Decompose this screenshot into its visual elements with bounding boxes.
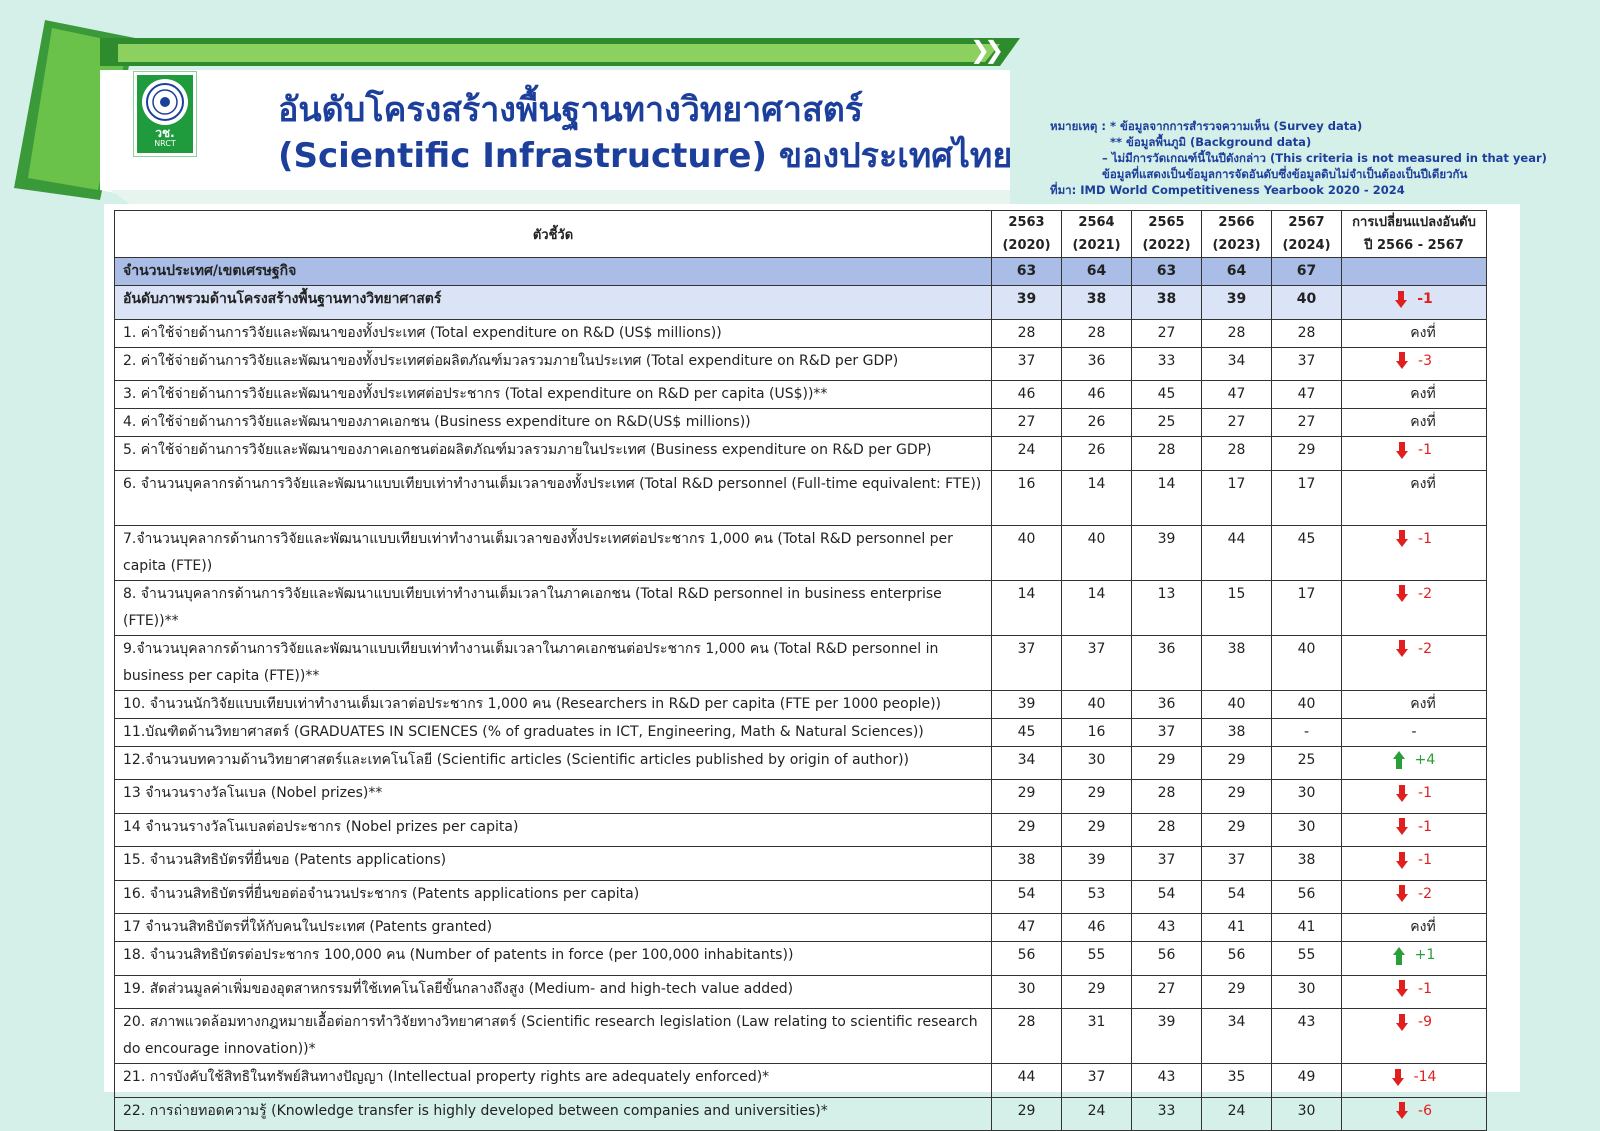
indicator-label: 20. สภาพแวดล้อมทางกฎหมายเอื้อต่อการทำวิจัยทางวิทยาศาสตร์ (Scientific research legislation (Law relating to scientific research do encourage innovation))* — [115, 1009, 992, 1064]
change-value: +1 — [1414, 947, 1436, 963]
indicator-label: 1. ค่าใช้จ่ายด้านการวิจัยและพัฒนาของทั้งประเทศ (Total expenditure on R&D (US$ millions)) — [115, 319, 992, 347]
rank-cell: 38 — [1202, 635, 1272, 690]
rank-cell: 30 — [992, 975, 1062, 1009]
rank-cell: 37 — [1132, 847, 1202, 881]
logo-subtext: NRCT — [154, 139, 176, 148]
table-row — [115, 1097, 1487, 1131]
indicator-label: จำนวนประเทศ/เขตเศรษฐกิจ — [115, 258, 992, 286]
arrow-down-icon — [1395, 291, 1407, 309]
note-line: หมายเหตุ : * ข้อมูลจากการสำรวจความเห็น (Survey data) — [1050, 119, 1363, 133]
change-value: คงที่ — [1410, 386, 1436, 402]
rank-cell: 27 — [1132, 319, 1202, 347]
rank-cell: 17 — [1272, 580, 1342, 635]
rank-cell: 67 — [1272, 258, 1342, 286]
rank-cell: 28 — [1132, 437, 1202, 471]
indicator-label: 11.บัณฑิตด้านวิทยาศาสตร์ (GRADUATES IN SCIENCES (% of graduates in ICT, Engineering, Math & Natural Sciences)) — [115, 718, 992, 746]
indicator-label: 15. จำนวนสิทธิบัตรที่ยื่นขอ (Patents applications) — [115, 847, 992, 881]
rank-cell: 29 — [1202, 780, 1272, 814]
rank-cell: 40 — [1202, 690, 1272, 718]
change-value: -1 — [1418, 852, 1432, 868]
table-row — [115, 286, 1487, 320]
change-cell — [1342, 319, 1487, 347]
change-cell — [1342, 780, 1487, 814]
table-row — [115, 718, 1487, 746]
rank-cell: 29 — [1202, 746, 1272, 780]
rank-cell: 54 — [1132, 880, 1202, 914]
rank-cell: 36 — [1132, 690, 1202, 718]
year-header: 2563 (2020) — [992, 211, 1062, 258]
rank-cell: 27 — [1272, 409, 1342, 437]
rank-cell: 38 — [992, 847, 1062, 881]
arrow-down-icon — [1396, 852, 1408, 870]
change-value: คงที่ — [1410, 919, 1436, 935]
rank-cell: 14 — [1062, 580, 1132, 635]
rank-cell: 38 — [1272, 847, 1342, 881]
rank-cell: 46 — [992, 381, 1062, 409]
table-panel — [104, 204, 1520, 1119]
change-value: -1 — [1418, 785, 1432, 801]
table-row — [115, 975, 1487, 1009]
rank-cell: 24 — [1062, 1097, 1132, 1131]
rank-cell: 36 — [1062, 347, 1132, 381]
table-row — [115, 319, 1487, 347]
rank-cell: 29 — [1062, 780, 1132, 814]
change-value: -9 — [1418, 1014, 1432, 1030]
rank-cell: 27 — [1132, 975, 1202, 1009]
indicator-label: 16. จำนวนสิทธิบัตรที่ยื่นขอต่อจำนวนประชากร (Patents applications per capita) — [115, 880, 992, 914]
rank-cell: 15 — [1202, 580, 1272, 635]
year-header: 2565 (2022) — [1132, 211, 1202, 258]
rank-cell: 16 — [1062, 718, 1132, 746]
change-value: -1 — [1417, 291, 1433, 307]
rank-cell: 54 — [992, 880, 1062, 914]
arrow-down-icon — [1396, 442, 1408, 460]
rank-cell: 26 — [1062, 409, 1132, 437]
rank-cell: 44 — [992, 1064, 1062, 1098]
table-row — [115, 813, 1487, 847]
rank-cell: - — [1272, 718, 1342, 746]
rank-cell: 39 — [1202, 286, 1272, 320]
rank-cell: 40 — [1272, 690, 1342, 718]
rank-cell: 43 — [1272, 1009, 1342, 1064]
change-value: - — [1411, 723, 1417, 740]
rank-cell: 40 — [992, 525, 1062, 580]
rank-cell: 26 — [1062, 437, 1132, 471]
rank-cell: 31 — [1062, 1009, 1132, 1064]
change-cell — [1342, 381, 1487, 409]
arrow-down-icon — [1396, 885, 1408, 903]
change-value: -3 — [1418, 352, 1432, 369]
rank-cell: 56 — [1272, 880, 1342, 914]
rank-cell: 63 — [992, 258, 1062, 286]
note-line: ข้อมูลที่แสดงเป็นข้อมูลการจัดอันดับซึ่งข้อมูลดิบไม่จำเป็นต้องเป็นปีเดียวกัน — [1102, 167, 1468, 181]
indicator-label: 9.จำนวนบุคลากรด้านการวิจัยและพัฒนาแบบเทียบเท่าทำงานเต็มเวลาในภาคเอกชนต่อประชากร 1,000 คน (Total R&D personnel in business per capita (FTE))** — [115, 635, 992, 690]
rank-cell: 53 — [1062, 880, 1132, 914]
change-cell — [1342, 409, 1487, 437]
change-value: +4 — [1414, 751, 1436, 768]
rank-cell: 37 — [1272, 347, 1342, 381]
indicator-label: 22. การถ่ายทอดความรู้ (Knowledge transfer is highly developed between companies and universities)* — [115, 1097, 992, 1131]
change-cell — [1342, 975, 1487, 1009]
arrow-down-icon — [1396, 352, 1408, 370]
change-cell — [1342, 1097, 1487, 1131]
change-value: -1 — [1418, 530, 1432, 547]
table-row — [115, 746, 1487, 780]
indicator-label: 7.จำนวนบุคลากรด้านการวิจัยและพัฒนาแบบเทียบเท่าทำงานเต็มเวลาของทั้งประเทศต่อประชากร 1,000 คน (Total R&D personnel per capita (FTE)) — [115, 525, 992, 580]
rank-cell: 33 — [1132, 347, 1202, 381]
change-cell — [1342, 914, 1487, 942]
rank-cell: 35 — [1202, 1064, 1272, 1098]
rank-cell: 37 — [1132, 718, 1202, 746]
indicator-label: 3. ค่าใช้จ่ายด้านการวิจัยและพัฒนาของทั้งประเทศต่อประชากร (Total expenditure on R&D per capita (US$))** — [115, 381, 992, 409]
change-cell — [1342, 580, 1487, 635]
indicator-label: 13 จำนวนรางวัลโนเบล (Nobel prizes)** — [115, 780, 992, 814]
change-value: -2 — [1418, 640, 1432, 657]
rank-cell: 28 — [1132, 813, 1202, 847]
rank-cell: 29 — [1062, 813, 1132, 847]
indicator-label: อันดับภาพรวมด้านโครงสร้างพื้นฐานทางวิทยาศาสตร์ — [115, 286, 992, 320]
arrow-down-icon — [1396, 1014, 1408, 1032]
change-cell — [1342, 813, 1487, 847]
change-cell — [1342, 880, 1487, 914]
indicator-label: 5. ค่าใช้จ่ายด้านการวิจัยและพัฒนาของภาคเอกชนต่อผลิตภัณฑ์มวลรวมภายในประเทศ (Business expenditure on R&D per GDP) — [115, 437, 992, 471]
indicator-label: 19. สัดส่วนมูลค่าเพิ่มของอุตสาหกรรมที่ใช้เทคโนโลยีขั้นกลางถึงสูง (Medium- and high-tech value added) — [115, 975, 992, 1009]
rank-cell: 56 — [992, 942, 1062, 976]
rank-cell: 39 — [1132, 525, 1202, 580]
table-row — [115, 880, 1487, 914]
table-row — [115, 381, 1487, 409]
rank-cell: 14 — [1132, 470, 1202, 525]
change-value: -14 — [1413, 1069, 1437, 1085]
indicator-header: ตัวชี้วัด — [115, 211, 992, 258]
change-value: คงที่ — [1410, 414, 1436, 430]
rank-cell: 63 — [1132, 258, 1202, 286]
table-row — [115, 1064, 1487, 1098]
rank-cell: 13 — [1132, 580, 1202, 635]
change-cell — [1342, 525, 1487, 580]
rank-cell: 46 — [1062, 914, 1132, 942]
rank-cell: 64 — [1062, 258, 1132, 286]
indicator-label: 12.จำนวนบทความด้านวิทยาศาสตร์และเทคโนโลยี (Scientific articles (Scientific articles published by origin of author)) — [115, 746, 992, 780]
rank-cell: 39 — [1062, 847, 1132, 881]
change-value: คงที่ — [1410, 695, 1436, 712]
nrct-logo — [134, 72, 196, 156]
change-value: คงที่ — [1410, 324, 1436, 341]
change-cell — [1342, 1064, 1487, 1098]
arrow-down-icon — [1396, 530, 1408, 548]
seal-icon — [142, 79, 188, 125]
table-row — [115, 1009, 1487, 1064]
rank-cell: 29 — [1062, 975, 1132, 1009]
table-row — [115, 690, 1487, 718]
table-row — [115, 780, 1487, 814]
rank-cell: 29 — [992, 813, 1062, 847]
indicator-label: 17 จำนวนสิทธิบัตรที่ให้กับคนในประเทศ (Patents granted) — [115, 914, 992, 942]
rank-cell: 37 — [1062, 635, 1132, 690]
header-banner — [0, 0, 1600, 205]
rank-cell: 28 — [1202, 319, 1272, 347]
rank-cell: 14 — [1062, 470, 1132, 525]
rank-cell: 36 — [1132, 635, 1202, 690]
change-cell — [1342, 718, 1487, 746]
rank-cell: 55 — [1272, 942, 1342, 976]
indicator-label: 18. จำนวนสิทธิบัตรต่อประชากร 100,000 คน (Number of patents in force (per 100,000 inhabitants)) — [115, 942, 992, 976]
rank-cell: 16 — [992, 470, 1062, 525]
change-cell — [1342, 635, 1487, 690]
table-row — [115, 409, 1487, 437]
note-line: – ไม่มีการวัดเกณฑ์นี้ในปีดังกล่าว (This criteria is not measured in that year) — [1102, 151, 1547, 165]
change-cell — [1342, 847, 1487, 881]
rank-cell: 37 — [992, 347, 1062, 381]
change-value: -1 — [1418, 442, 1432, 458]
rank-cell: 28 — [1062, 319, 1132, 347]
table-row — [115, 847, 1487, 881]
indicator-label: 4. ค่าใช้จ่ายด้านการวิจัยและพัฒนาของภาคเอกชน (Business expenditure on R&D(US$ millions)) — [115, 409, 992, 437]
rank-cell: 33 — [1132, 1097, 1202, 1131]
arrow-down-icon — [1396, 585, 1408, 603]
rank-cell: 24 — [992, 437, 1062, 471]
rank-cell: 34 — [1202, 347, 1272, 381]
change-cell — [1342, 942, 1487, 976]
table-row — [115, 525, 1487, 580]
rank-cell: 27 — [992, 409, 1062, 437]
rank-cell: 37 — [992, 635, 1062, 690]
arrow-down-icon — [1396, 980, 1408, 998]
arrow-down-icon — [1396, 818, 1408, 836]
table-row — [115, 437, 1487, 471]
arrow-down-icon — [1396, 1102, 1408, 1120]
page-title-line1: อันดับโครงสร้างพื้นฐานทางวิทยาศาสตร์ — [278, 90, 864, 130]
indicator-label: 8. จำนวนบุคลากรด้านการวิจัยและพัฒนาแบบเทียบเท่าทำงานเต็มเวลาในภาคเอกชน (Total R&D personnel in business enterprise (FTE))** — [115, 580, 992, 635]
table-row — [115, 580, 1487, 635]
change-cell — [1342, 1009, 1487, 1064]
rank-cell: 38 — [1132, 286, 1202, 320]
rank-cell: 39 — [992, 286, 1062, 320]
rank-cell: 17 — [1202, 470, 1272, 525]
rank-cell: 28 — [1132, 780, 1202, 814]
rank-cell: 39 — [992, 690, 1062, 718]
arrow-down-icon — [1392, 1069, 1404, 1087]
table-header-row — [115, 211, 1487, 258]
rank-cell: 30 — [1272, 1097, 1342, 1131]
rank-cell: 37 — [1202, 847, 1272, 881]
rank-cell: 39 — [1132, 1009, 1202, 1064]
rank-cell: 29 — [1202, 975, 1272, 1009]
rank-cell: 45 — [1132, 381, 1202, 409]
rank-cell: 25 — [1272, 746, 1342, 780]
change-value: -2 — [1418, 885, 1432, 902]
table-row — [115, 635, 1487, 690]
rank-cell: 34 — [1202, 1009, 1272, 1064]
rank-cell: 56 — [1132, 942, 1202, 976]
rank-cell: 38 — [1062, 286, 1132, 320]
indicator-label: 2. ค่าใช้จ่ายด้านการวิจัยและพัฒนาของทั้งประเทศต่อผลิตภัณฑ์มวลรวมภายในประเทศ (Total expenditure on R&D per GDP) — [115, 347, 992, 381]
rank-cell: 29 — [1202, 813, 1272, 847]
rank-cell: 28 — [1272, 319, 1342, 347]
rank-cell: 47 — [1202, 381, 1272, 409]
change-cell — [1342, 347, 1487, 381]
rank-cell: 28 — [992, 1009, 1062, 1064]
logo-text: วช. — [155, 126, 175, 140]
rank-cell: 45 — [1272, 525, 1342, 580]
table-row — [115, 347, 1487, 381]
change-value: -1 — [1418, 818, 1432, 835]
rank-cell: 40 — [1272, 635, 1342, 690]
rank-cell: 40 — [1062, 690, 1132, 718]
change-cell — [1342, 258, 1487, 286]
change-cell — [1342, 437, 1487, 471]
rank-cell: 29 — [992, 780, 1062, 814]
rank-cell: 46 — [1062, 381, 1132, 409]
change-cell — [1342, 690, 1487, 718]
change-header: การเปลี่ยนแปลงอันดับ ปี 2566 - 2567 — [1342, 211, 1487, 258]
indicator-label: 10. จำนวนนักวิจัยแบบเทียบเท่าทำงานเต็มเวลาต่อประชากร 1,000 คน (Researchers in R&D per capita (FTE per 1000 people)) — [115, 690, 992, 718]
change-cell — [1342, 470, 1487, 525]
rank-cell: 47 — [1272, 381, 1342, 409]
rank-cell: 54 — [1202, 880, 1272, 914]
rank-cell: 38 — [1202, 718, 1272, 746]
chevrons-icon: ❯❯ — [970, 36, 999, 64]
rank-cell: 45 — [992, 718, 1062, 746]
rank-cell: 49 — [1272, 1064, 1342, 1098]
rank-cell: 40 — [1272, 286, 1342, 320]
rank-cell: 30 — [1272, 975, 1342, 1009]
ranking-table — [114, 210, 1487, 1131]
rank-cell: 25 — [1132, 409, 1202, 437]
rank-cell: 64 — [1202, 258, 1272, 286]
rank-cell: 44 — [1202, 525, 1272, 580]
arrow-down-icon — [1396, 640, 1408, 658]
year-header: 2567 (2024) — [1272, 211, 1342, 258]
rank-cell: 40 — [1062, 525, 1132, 580]
indicator-label: 14 จำนวนรางวัลโนเบลต่อประชากร (Nobel prizes per capita) — [115, 813, 992, 847]
rank-cell: 56 — [1202, 942, 1272, 976]
table-row — [115, 942, 1487, 976]
rank-cell: 27 — [1202, 409, 1272, 437]
arrow-up-icon — [1393, 947, 1405, 965]
page-title-line2: (Scientific Infrastructure) ของประเทศไทย — [278, 136, 1013, 176]
rank-cell: 43 — [1132, 1064, 1202, 1098]
rank-cell: 41 — [1272, 914, 1342, 942]
rank-cell: 30 — [1272, 780, 1342, 814]
year-header: 2564 (2021) — [1062, 211, 1132, 258]
year-header: 2566 (2023) — [1202, 211, 1272, 258]
arrow-down-icon — [1396, 785, 1408, 803]
change-cell — [1342, 286, 1487, 320]
note-line: ** ข้อมูลพื้นภูมิ (Background data) — [1110, 135, 1312, 149]
rank-cell: 14 — [992, 580, 1062, 635]
change-value: คงที่ — [1410, 475, 1436, 492]
change-value: -1 — [1418, 980, 1432, 997]
rank-cell: 17 — [1272, 470, 1342, 525]
indicator-label: 6. จำนวนบุคลากรด้านการวิจัยและพัฒนาแบบเทียบเท่าทำงานเต็มเวลาของทั้งประเทศ (Total R&D personnel (Full-time equivalent: FTE)) — [115, 470, 992, 525]
rank-cell: 47 — [992, 914, 1062, 942]
change-value: -2 — [1418, 585, 1432, 602]
table-row — [115, 914, 1487, 942]
rank-cell: 37 — [1062, 1064, 1132, 1098]
rank-cell: 55 — [1062, 942, 1132, 976]
rank-cell: 28 — [1202, 437, 1272, 471]
rank-cell: 30 — [1062, 746, 1132, 780]
arrow-up-icon — [1393, 751, 1405, 769]
table-row — [115, 258, 1487, 286]
table-row — [115, 470, 1487, 525]
rank-cell: 29 — [992, 1097, 1062, 1131]
rank-cell: 29 — [1272, 437, 1342, 471]
rank-cell: 29 — [1132, 746, 1202, 780]
change-cell — [1342, 746, 1487, 780]
rank-cell: 24 — [1202, 1097, 1272, 1131]
rank-cell: 34 — [992, 746, 1062, 780]
indicator-label: 21. การบังคับใช้สิทธิในทรัพย์สินทางปัญญา (Intellectual property rights are adequately enforced)* — [115, 1064, 992, 1098]
rank-cell: 30 — [1272, 813, 1342, 847]
footnotes — [1050, 118, 1547, 198]
rank-cell: 43 — [1132, 914, 1202, 942]
change-value: -6 — [1418, 1102, 1432, 1119]
rank-cell: 28 — [992, 319, 1062, 347]
rank-cell: 41 — [1202, 914, 1272, 942]
note-line: ที่มา: IMD World Competitiveness Yearbook 2020 - 2024 — [1050, 183, 1405, 197]
